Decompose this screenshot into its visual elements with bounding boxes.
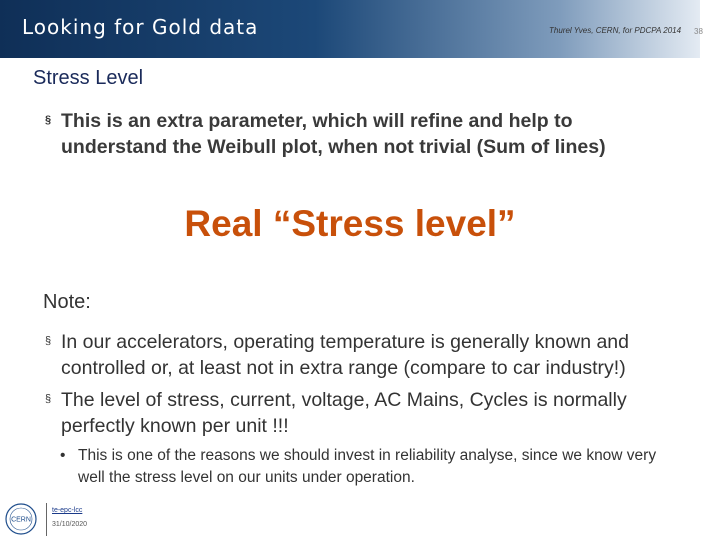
section-bullet-icon: § bbox=[45, 393, 52, 405]
note-item-temperature bbox=[45, 329, 685, 381]
logo-text: CERN bbox=[11, 516, 31, 524]
bullet-text: In our accelerators, operating temperature is generally known and controlled or, at least not in extra range (compare to car industry!) bbox=[61, 331, 629, 379]
sub-bullet-text: This is one of the reasons we should invest in reliability analyse, since we know very well the stress level on our units under operation. bbox=[78, 447, 657, 486]
sub-bullet-item bbox=[60, 445, 680, 489]
page-number: 38 bbox=[694, 27, 703, 36]
section-bullet-icon: § bbox=[45, 335, 52, 347]
footer-date: 31/10/2020 bbox=[52, 521, 88, 528]
footer-link[interactable]: te-epc-lcc bbox=[52, 507, 83, 514]
note-label: Note: bbox=[43, 291, 91, 313]
dot-bullet-icon: • bbox=[60, 447, 66, 464]
cern-logo-icon bbox=[4, 502, 38, 536]
bullet-text: The level of stress, current, voltage, AC Mains, Cycles is normally perfectly known per unit !!! bbox=[61, 389, 627, 437]
section-bullet-icon: § bbox=[45, 114, 52, 126]
bullet-text: This is an extra parameter, which will refine and help to understand the Weibull plot, when not trivial (Sum of lines) bbox=[61, 110, 606, 158]
footer-divider bbox=[46, 503, 47, 536]
section-title: Stress Level bbox=[33, 67, 144, 89]
author-credit: Thurel Yves, CERN, for PDCPA 2014 bbox=[549, 26, 682, 35]
note-item-stress bbox=[45, 387, 685, 439]
slide-title: Looking for Gold data bbox=[22, 15, 259, 39]
bullet-item-parameter bbox=[45, 108, 675, 160]
highlight-heading: Real “Stress level” bbox=[184, 203, 516, 244]
